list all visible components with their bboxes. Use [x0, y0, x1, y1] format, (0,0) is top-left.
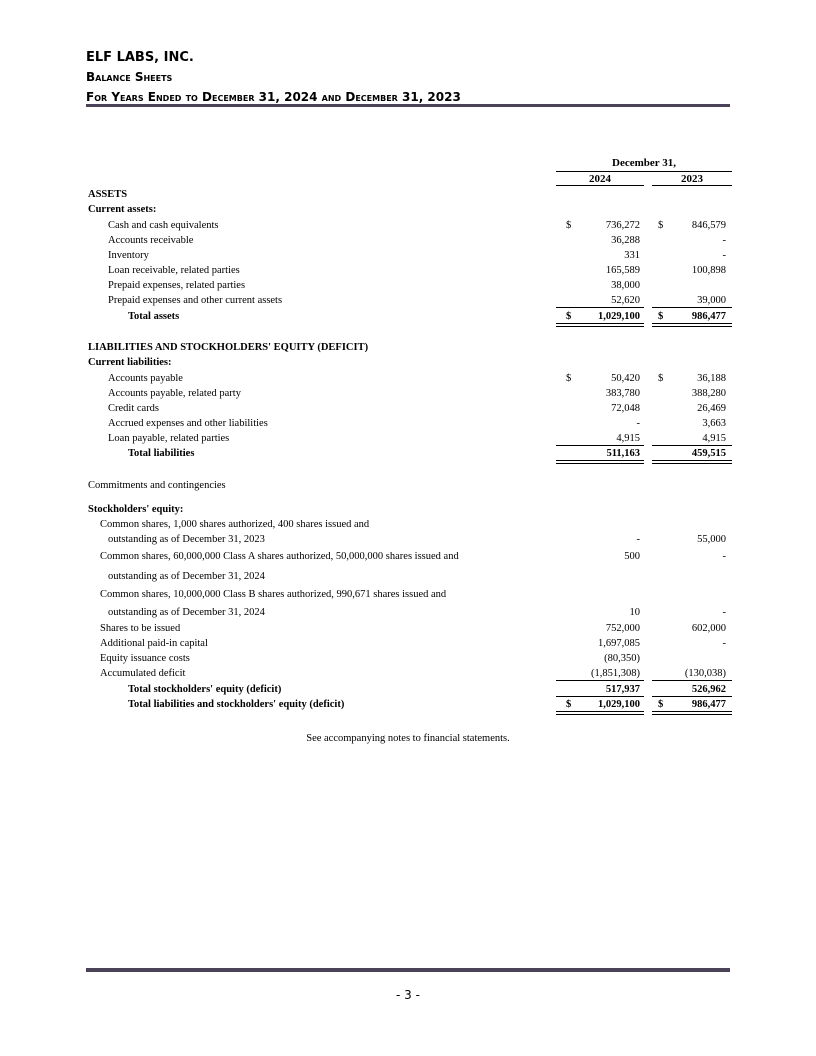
common-shares-1-line1 [0, 517, 816, 532]
common-shares-2-line2 [0, 569, 816, 584]
value-2023: 36,188 [697, 373, 726, 384]
row-label: Accounts payable, related party [108, 388, 241, 399]
table-row [0, 666, 816, 681]
commitments-label: Commitments and contingencies [88, 480, 226, 491]
value-2024: 500 [624, 551, 640, 562]
value-2024: 50,420 [611, 373, 640, 384]
assets-heading: ASSETS [88, 189, 128, 200]
row-label: Cash and cash equivalents [108, 220, 219, 231]
value-2024: 72,048 [611, 403, 640, 414]
table-row [0, 386, 816, 401]
value-2024: 752,000 [605, 623, 640, 634]
value-2024: 165,589 [605, 265, 640, 276]
value-2023: 986,477 [691, 699, 726, 710]
row-label: Equity issuance costs [100, 653, 190, 664]
value-2023: 39,000 [697, 295, 726, 306]
total-double-rule [652, 323, 732, 327]
value-2023: - [722, 607, 726, 618]
common-shares-3-line1 [0, 587, 816, 602]
table-row [0, 263, 816, 278]
assets-heading-row [0, 187, 816, 202]
total-double-rule [652, 460, 732, 464]
statement-title: Balance Sheets [86, 70, 173, 84]
dollar-sign: $ [658, 311, 664, 322]
value-2023: - [722, 551, 726, 562]
equity-heading: Stockholders' equity: [88, 504, 184, 515]
common-shares-2-line1 [0, 549, 816, 564]
subtotal-rule [556, 307, 644, 308]
value-2024: 736,272 [605, 220, 640, 231]
total-equity-row [0, 682, 816, 697]
row-label: Total liabilities [128, 448, 195, 459]
row-label: Total stockholders' equity (deficit) [128, 684, 282, 695]
current-assets-heading-row [0, 202, 816, 217]
table-row [0, 636, 816, 651]
footer-rule [86, 968, 730, 972]
total-double-rule [556, 323, 644, 327]
value-2024: 4,915 [616, 433, 640, 444]
row-label: Additional paid-in capital [100, 638, 208, 649]
row-label: Common shares, 10,000,000 Class B shares authorized, 990,671 shares issued and [100, 589, 447, 600]
value-2023: 459,515 [691, 448, 726, 459]
row-label: outstanding as of December 31, 2023 [108, 534, 265, 545]
total-liabilities-equity-row [0, 697, 816, 712]
table-row [0, 293, 816, 308]
page-number: - 3 - [396, 988, 420, 1002]
row-label: Common shares, 60,000,000 Class A shares authorized, 50,000,000 shares issued and [100, 551, 459, 562]
value-2024: - [636, 418, 640, 429]
column-group-rule [556, 171, 732, 172]
equity-heading-row [0, 502, 816, 517]
row-label: outstanding as of December 31, 2024 [108, 571, 265, 582]
table-row [0, 431, 816, 446]
value-2024: 1,697,085 [598, 638, 640, 649]
value-2023: 388,280 [691, 388, 726, 399]
total-assets-row [0, 309, 816, 324]
value-2024: 1,029,100 [598, 699, 640, 710]
table-row [0, 371, 816, 386]
row-label: Loan receivable, related parties [108, 265, 240, 276]
row-label: Shares to be issued [100, 623, 181, 634]
subtotal-rule [652, 680, 732, 681]
value-2023: 4,915 [702, 433, 726, 444]
table-row [0, 218, 816, 233]
column-header-2023: 2023 [652, 173, 732, 186]
current-liabilities-heading: Current liabilities: [88, 357, 172, 368]
value-2024: 52,620 [611, 295, 640, 306]
dollar-sign: $ [658, 220, 664, 231]
value-2023: - [722, 638, 726, 649]
dollar-sign: $ [566, 699, 572, 710]
table-row [0, 401, 816, 416]
common-shares-3-line2 [0, 605, 816, 620]
table-row [0, 278, 816, 293]
dollar-sign: $ [566, 311, 572, 322]
table-row [0, 248, 816, 263]
table-row [0, 416, 816, 431]
liabilities-heading-row [0, 340, 816, 355]
total-double-rule [556, 460, 644, 464]
row-label: Accumulated deficit [100, 668, 186, 679]
company-name: ELF LABS, INC. [86, 50, 194, 65]
value-2024: 38,000 [611, 280, 640, 291]
subtotal-rule [652, 307, 732, 308]
value-2024: 331 [624, 250, 640, 261]
current-assets-heading: Current assets: [88, 204, 157, 215]
value-2023: 55,000 [697, 534, 726, 545]
header-rule [86, 104, 730, 107]
value-2023: 846,579 [691, 220, 726, 231]
statement-period: For Years Ended to December 31, 2024 and December 31, 2023 [86, 90, 461, 104]
value-2024: (80,350) [604, 653, 640, 664]
value-2023: 100,898 [691, 265, 726, 276]
commitments-row [0, 478, 816, 493]
table-row [0, 233, 816, 248]
value-2023: - [722, 250, 726, 261]
value-2024: 10 [629, 607, 640, 618]
row-label: Common shares, 1,000 shares authorized, 400 shares issued and [100, 519, 370, 530]
value-2023: 986,477 [691, 311, 726, 322]
total-liabilities-row [0, 446, 816, 461]
total-double-rule [652, 711, 732, 715]
value-2024: - [636, 534, 640, 545]
row-label: Loan payable, related parties [108, 433, 230, 444]
value-2024: 517,937 [605, 684, 640, 695]
row-label: Accounts receivable [108, 235, 194, 246]
value-2023: 602,000 [691, 623, 726, 634]
dollar-sign: $ [566, 373, 572, 384]
row-label: outstanding as of December 31, 2024 [108, 607, 265, 618]
value-2024: 511,163 [606, 448, 640, 459]
dollar-sign: $ [658, 699, 664, 710]
value-2023: 3,663 [702, 418, 726, 429]
current-liabilities-heading-row [0, 355, 816, 370]
value-2024: 1,029,100 [598, 311, 640, 322]
row-label: Accrued expenses and other liabilities [108, 418, 268, 429]
common-shares-1-line2 [0, 532, 816, 547]
table-row [0, 621, 816, 636]
liabilities-heading: LIABILITIES AND STOCKHOLDERS' EQUITY (DEFICIT) [88, 342, 369, 353]
row-label: Accounts payable [108, 373, 183, 384]
row-label: Prepaid expenses, related parties [108, 280, 246, 291]
value-2024: 36,288 [611, 235, 640, 246]
value-2023: 526,962 [691, 684, 726, 695]
subtotal-rule [556, 680, 644, 681]
row-label: Prepaid expenses and other current assets [108, 295, 283, 306]
row-label: Credit cards [108, 403, 160, 414]
column-header-2024: 2024 [556, 173, 644, 186]
value-2023: 26,469 [697, 403, 726, 414]
footnote: See accompanying notes to financial statements. [306, 733, 510, 744]
value-2024: (1,851,308) [591, 668, 640, 679]
row-label: Total liabilities and stockholders' equity (deficit) [128, 699, 345, 710]
column-group-title: December 31, [612, 157, 676, 169]
dollar-sign: $ [566, 220, 572, 231]
row-label: Total assets [128, 311, 180, 322]
value-2023: (130,038) [684, 668, 726, 679]
dollar-sign: $ [658, 373, 664, 384]
value-2024: 383,780 [605, 388, 640, 399]
total-double-rule [556, 711, 644, 715]
table-row [0, 651, 816, 666]
value-2023: - [722, 235, 726, 246]
row-label: Inventory [108, 250, 149, 261]
